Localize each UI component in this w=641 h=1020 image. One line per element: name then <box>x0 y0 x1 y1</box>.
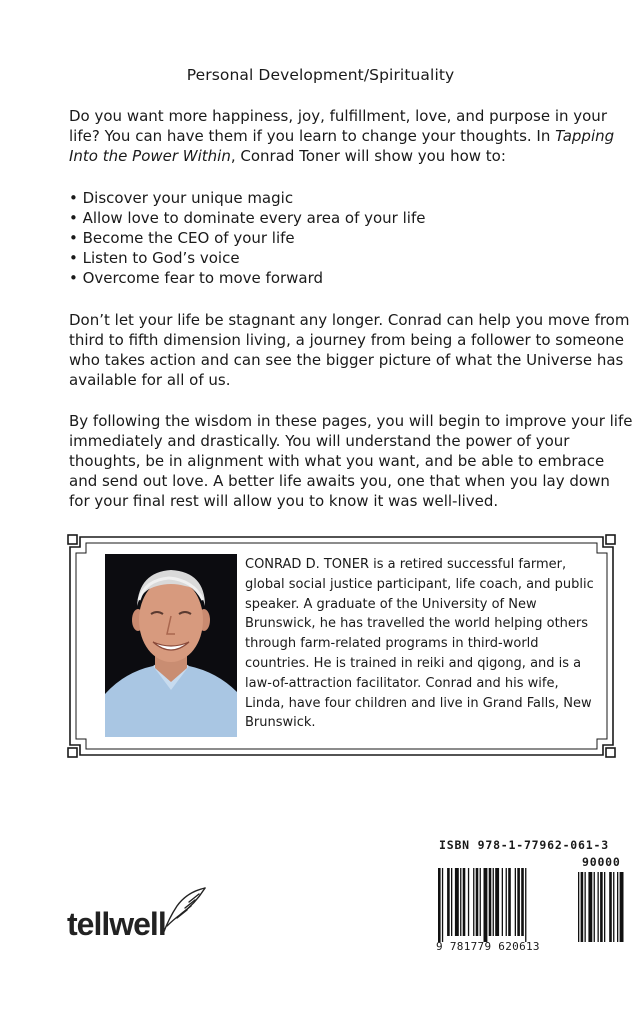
barcode-bars <box>436 868 632 944</box>
barcode-bar <box>442 868 443 942</box>
book-title: Tapping Into the Power Within <box>69 127 615 165</box>
category-label: Personal Development/Spirituality <box>186 66 455 84</box>
benefit-item: • Overcome fear to move forward <box>69 268 634 288</box>
barcode-bar <box>438 868 441 942</box>
barcode-bar <box>473 868 474 936</box>
barcode-addon-bar <box>620 872 624 942</box>
publisher-name: tellwell <box>67 906 166 942</box>
barcode-addon-bar <box>613 872 614 942</box>
barcode-addon-bar <box>600 872 603 942</box>
isbn-label: ISBN 978-1-77962-061-3 <box>439 838 609 852</box>
barcode-bar <box>460 868 461 936</box>
barcode-bar <box>484 868 488 942</box>
benefit-list <box>69 188 634 288</box>
barcode-bar <box>506 868 507 936</box>
barcode-bar <box>525 868 526 942</box>
barcode-bar <box>489 868 492 936</box>
barcode-addon-bar <box>598 872 599 942</box>
barcode-bar <box>451 868 452 936</box>
barcode-bar <box>468 868 469 936</box>
price-code: 90000 <box>582 855 621 869</box>
barcode-bar <box>495 868 499 936</box>
intro-paragraph <box>69 106 634 166</box>
barcode-bar <box>493 868 494 936</box>
author-bio-frame <box>66 533 617 759</box>
benefit-item: • Listen to God’s voice <box>69 248 634 268</box>
barcode-digits: 9 781779 620613 <box>436 940 540 953</box>
barcode-bar <box>480 868 481 936</box>
quill-icon <box>159 886 207 936</box>
benefit-item: • Discover your unique magic <box>69 188 634 208</box>
barcode-bar <box>463 868 466 936</box>
barcode-bar <box>517 868 520 936</box>
isbn-barcode <box>436 838 632 954</box>
barcode-addon-bar <box>609 872 612 942</box>
barcode-bar <box>502 868 503 936</box>
barcode-bar <box>515 868 516 936</box>
author-bio: CONRAD D. TONER is a retired successful farmer, global social justice participant, life coach, and public speaker. A graduate of the University of New Brunswick, he has travelled the world helping others through farm-related programs in third-world countries. He is trained in reiki and qigong, and is a law-of-attraction facilitator. Conrad and his wife, Linda, have four children and live in Grand Falls, New Brunswick. <box>245 557 594 731</box>
benefit-item: • Become the CEO of your life <box>69 228 634 248</box>
description-paragraph-1: Don’t let your life be stagnant any longer. Conrad can help you move from third to fifth dimension living, a journey from being a follower to someone who takes action and can see the bigger picture of what the Universe has available for all of us. <box>69 311 630 389</box>
benefit-item: • Allow love to dominate every area of your life <box>69 208 634 228</box>
barcode-addon-bar <box>581 872 584 942</box>
barcode-addon-bar <box>578 872 579 942</box>
barcode-bar <box>508 868 511 936</box>
intro-text-end: , Conrad Toner will show you how to: <box>230 147 506 165</box>
barcode-addon-bar <box>585 872 586 942</box>
barcode-addon-bar <box>588 872 592 942</box>
barcode-addon-bar <box>594 872 595 942</box>
barcode-bar <box>455 868 459 936</box>
description-paragraph-2: By following the wisdom in these pages, you will begin to improve your life immediately and drastically. You will understand the power of your thoughts, be in alignment with what you want, and be able to embrace and send out love. A better life awaits you, one that when you lay down for your final rest will allow you to know it was well-lived. <box>69 412 633 510</box>
barcode-addon-bar <box>604 872 605 942</box>
intro-text-start: Do you want more happiness, joy, fulfillment, love, and purpose in your life? You can have them if you learn to change your thoughts. In <box>69 107 607 145</box>
barcode-bar <box>447 868 450 936</box>
barcode-addon-bar <box>617 872 618 942</box>
barcode-bar <box>521 868 524 936</box>
publisher-logo <box>67 886 217 944</box>
barcode-bar <box>476 868 479 936</box>
author-photo <box>105 554 237 737</box>
